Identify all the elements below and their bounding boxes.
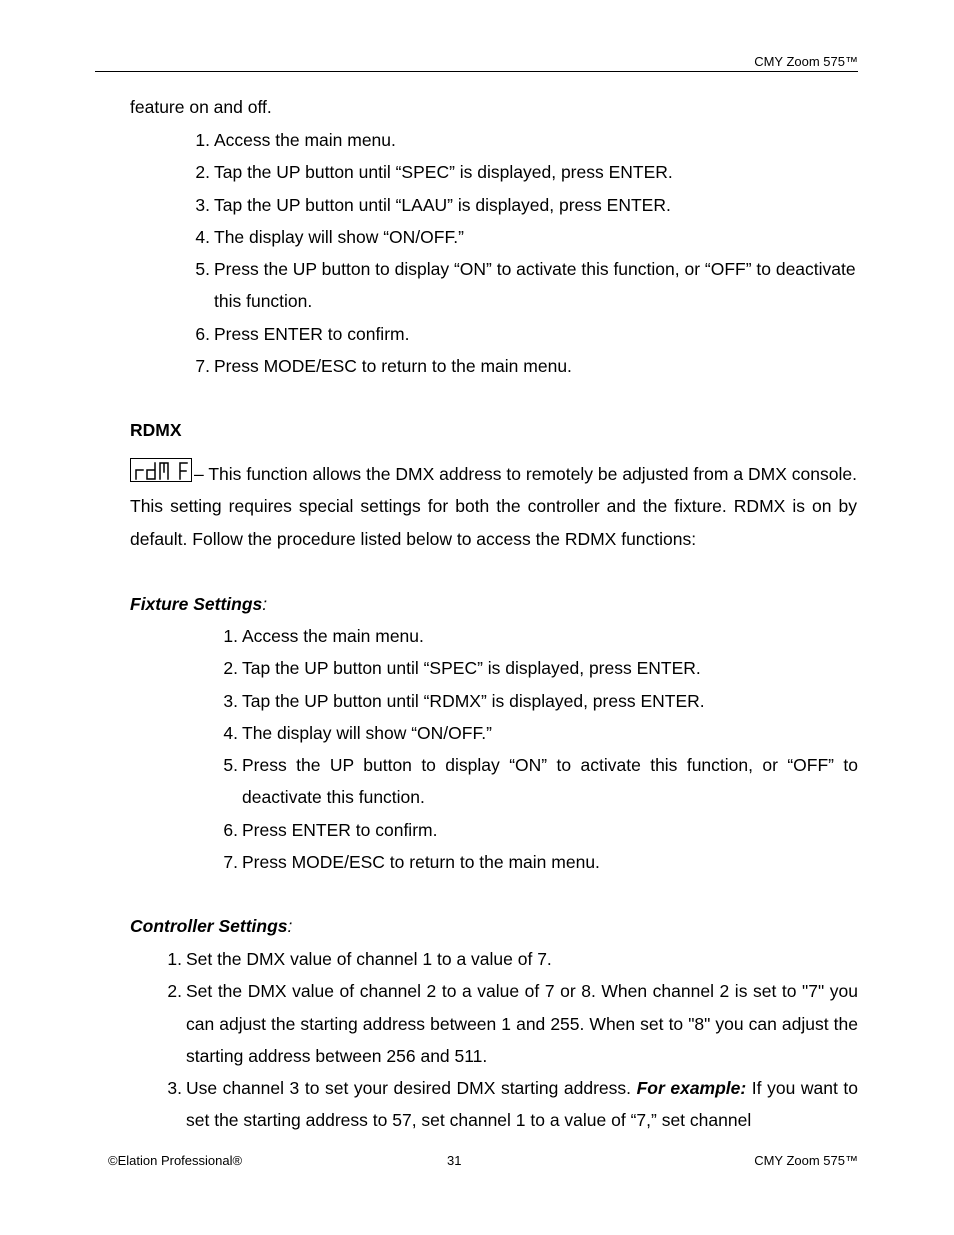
list-number: 6. bbox=[195, 323, 210, 344]
list-number: 3. bbox=[167, 1078, 182, 1099]
list-item bbox=[214, 685, 858, 717]
list-item-text: Press the UP button to display “ON” to activate this function, or “OFF” to deactivate this function. bbox=[242, 755, 858, 808]
list-number: 1. bbox=[195, 130, 210, 150]
list-item bbox=[214, 717, 858, 749]
list-item-text: Access the main menu. bbox=[242, 626, 424, 646]
list-number: 7. bbox=[195, 356, 210, 377]
list-number: 7. bbox=[223, 852, 238, 873]
list-item bbox=[186, 124, 858, 156]
list-item bbox=[186, 318, 858, 350]
controller-settings-title: Controller Settings bbox=[130, 916, 288, 936]
list-number: 2. bbox=[223, 658, 238, 679]
list-number: 1. bbox=[223, 626, 238, 646]
list-item bbox=[186, 253, 858, 318]
list-item-text: Tap the UP button until “RDMX” is displayed, press ENTER. bbox=[242, 690, 705, 711]
list-item bbox=[214, 814, 858, 846]
list-item-text: Press the UP button to display “ON” to activate this function, or “OFF” to deactivate this function. bbox=[214, 259, 856, 312]
list-number: 4. bbox=[223, 722, 238, 743]
rdmx-heading: RDMX bbox=[130, 420, 182, 440]
footer-copyright: ©Elation Professional® bbox=[108, 1153, 243, 1168]
controller-settings-heading bbox=[130, 910, 292, 942]
list-number: 5. bbox=[195, 259, 210, 280]
rdmx-paragraph-text: – This function allows the DMX address to remotely be adjusted from a DMX console. This setting requires special settings for both the controller and the fixture. RDMX is on by default. Follow the procedure listed below to access the RDMX functions: bbox=[130, 464, 857, 549]
list-item-text-after: If you want to set the starting address to 57, set channel 1 to a value of “7,” set channel bbox=[186, 1078, 858, 1131]
list-item bbox=[158, 943, 858, 975]
list-item bbox=[186, 189, 858, 221]
lcd-display-icon bbox=[130, 458, 192, 482]
list-item-text-before: Use channel 3 to set your desired DMX starting address. bbox=[186, 1078, 637, 1099]
list-item bbox=[214, 749, 858, 814]
list-item-text: Tap the UP button until “SPEC” is displayed, press ENTER. bbox=[242, 658, 701, 679]
fixture-settings-heading bbox=[130, 588, 267, 620]
list-item bbox=[186, 156, 858, 188]
list-number: 3. bbox=[223, 690, 238, 711]
list-item-text: Tap the UP button until “SPEC” is displayed, press ENTER. bbox=[214, 162, 673, 183]
list-number: 1. bbox=[167, 949, 182, 969]
list-item-text: Press MODE/ESC to return to the main menu. bbox=[214, 356, 572, 377]
list-item bbox=[186, 350, 858, 382]
laau-steps-list bbox=[186, 124, 858, 382]
list-item-text: Press ENTER to confirm. bbox=[242, 819, 438, 840]
list-item-text: Press ENTER to confirm. bbox=[214, 323, 410, 344]
list-item bbox=[186, 221, 858, 253]
list-number: 6. bbox=[223, 819, 238, 840]
example-emphasis: For example: bbox=[636, 1078, 747, 1099]
list-number: 5. bbox=[223, 755, 238, 776]
fixture-settings-title: Fixture Settings bbox=[130, 594, 263, 614]
list-item-text: The display will show “ON/OFF.” bbox=[214, 226, 464, 247]
list-item-text: Set the DMX value of channel 1 to a value of 7. bbox=[186, 949, 552, 969]
rdmx-description bbox=[130, 458, 857, 555]
list-number: 2. bbox=[167, 981, 182, 1002]
fixture-steps-list bbox=[214, 620, 858, 878]
list-item bbox=[214, 620, 858, 652]
list-item bbox=[158, 1072, 858, 1137]
footer-product-name: CMY Zoom 575™ bbox=[754, 1153, 858, 1168]
page-number: 31 bbox=[447, 1153, 462, 1168]
list-item-text: The display will show “ON/OFF.” bbox=[242, 722, 492, 743]
list-number: 3. bbox=[195, 194, 210, 215]
list-item-text: Set the DMX value of channel 2 to a value of 7 or 8. When channel 2 is set to "7" you can adjust the starting address between 1 and 255. When set to "8" you can adjust the starting address between 256 and 511. bbox=[186, 981, 858, 1066]
fixture-settings-colon: : bbox=[262, 594, 268, 614]
list-number: 4. bbox=[195, 226, 210, 247]
continuation-text: feature on and off. bbox=[130, 97, 272, 117]
header-divider bbox=[95, 71, 858, 72]
controller-settings-colon: : bbox=[287, 916, 293, 936]
list-number: 2. bbox=[195, 162, 210, 183]
header-title: CMY Zoom 575™ bbox=[754, 54, 858, 69]
lcd-segment-glyphs bbox=[131, 459, 193, 483]
list-item bbox=[214, 846, 858, 878]
list-item bbox=[158, 975, 858, 1072]
list-item-text: Access the main menu. bbox=[214, 130, 396, 150]
list-item bbox=[214, 652, 858, 684]
list-item-text: Press MODE/ESC to return to the main menu. bbox=[242, 852, 600, 873]
controller-steps-list bbox=[158, 943, 858, 1137]
list-item-text: Tap the UP button until “LAAU” is displayed, press ENTER. bbox=[214, 194, 671, 215]
